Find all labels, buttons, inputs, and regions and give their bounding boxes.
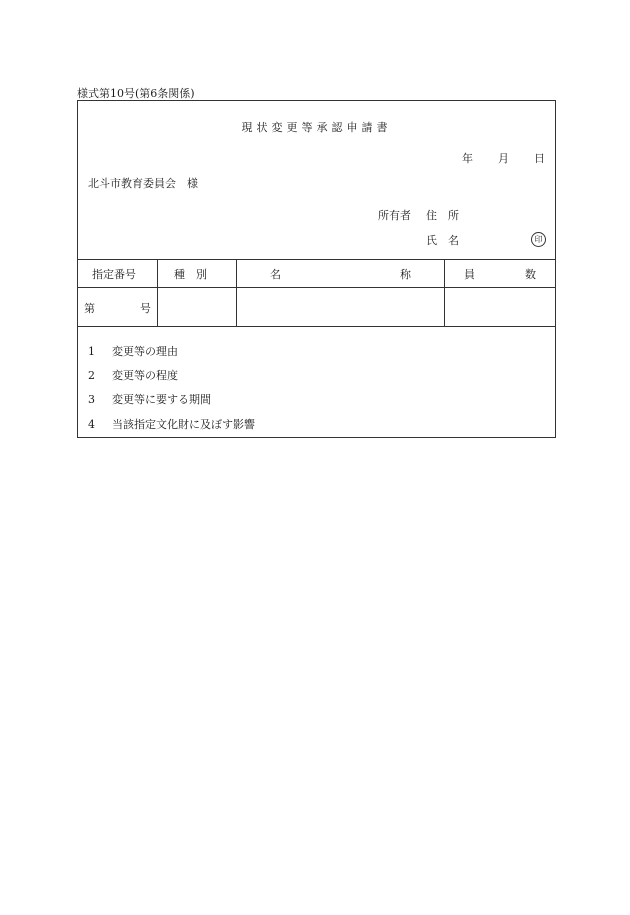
application-form	[77, 100, 556, 438]
header-name-right: 称	[400, 268, 411, 281]
form-number-label: 様式第10号(第6条関係)	[77, 87, 195, 100]
list-item-number: 2	[88, 369, 95, 382]
header-designation-no: 指定番号	[92, 268, 136, 281]
list-item-number: 1	[88, 345, 95, 358]
list-item-text: 当該指定文化財に及ぼす影響	[112, 418, 255, 431]
header-count-left: 員	[464, 268, 475, 281]
date-year-label: 年	[462, 152, 473, 165]
list-item	[88, 343, 178, 359]
seal-mark: 印	[531, 232, 546, 247]
list-item	[88, 391, 211, 407]
header-count-right: 数	[525, 268, 536, 281]
table-bottom-rule	[78, 326, 555, 327]
list-item-text: 変更等の程度	[112, 369, 178, 382]
list-item-text: 変更等に要する期間	[112, 393, 211, 406]
list-item-text: 変更等の理由	[112, 345, 178, 358]
table-top-rule	[78, 259, 555, 260]
table-header-rule	[78, 287, 555, 288]
form-title: 現状変更等承認申請書	[241, 121, 392, 134]
col-divider-1	[157, 259, 158, 326]
col-divider-2	[236, 259, 237, 326]
header-name-left: 名	[270, 268, 281, 281]
owner-address-label: 住 所	[426, 209, 459, 222]
list-item-number: 3	[88, 393, 95, 406]
owner-label: 所有者	[378, 209, 411, 222]
date-day-label: 日	[534, 152, 545, 165]
header-type: 種 別	[174, 268, 207, 281]
list-item	[88, 416, 255, 432]
list-item	[88, 367, 178, 383]
row-number-prefix: 第	[84, 302, 95, 315]
owner-name-label: 氏 名	[426, 234, 459, 247]
row-number-suffix: 号	[140, 302, 151, 315]
col-divider-3	[444, 259, 445, 326]
addressee: 北斗市教育委員会 様	[88, 177, 198, 190]
list-item-number: 4	[88, 418, 95, 431]
date-month-label: 月	[498, 152, 509, 165]
